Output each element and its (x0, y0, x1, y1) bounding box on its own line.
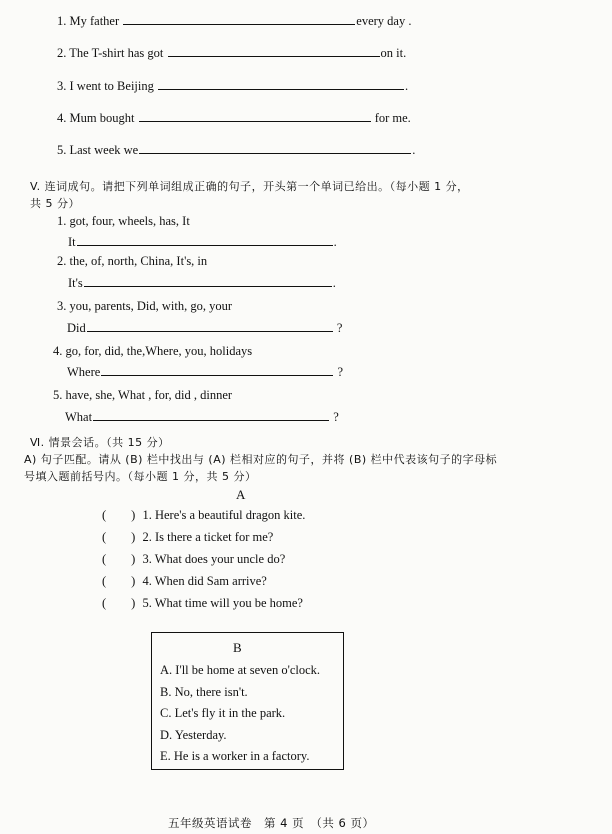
sentence-start: Did (67, 321, 86, 335)
s6-heading: Ⅵ. 情景会话。（共 15 分） (30, 436, 170, 449)
scrambled-words: go, for, did, the,Where, you, holidays (65, 344, 253, 358)
s5-item-3-words (57, 299, 232, 314)
option-letter: A. (160, 663, 173, 677)
answer-blank[interactable] (123, 13, 355, 25)
sentence-end: ? (333, 410, 339, 424)
s5-item-1-answer (68, 234, 337, 250)
s5-heading-cont: 共 5 分） (30, 197, 80, 210)
col-a-sentence: What does your uncle do? (154, 552, 286, 566)
item-number: 5. (53, 388, 63, 402)
s4-item-1 (57, 13, 411, 29)
option-letter: D. (160, 728, 173, 742)
answer-bracket[interactable]: ( ) (102, 508, 136, 522)
item-number: 2. (57, 46, 67, 60)
item-text-before: Last week we (69, 143, 139, 157)
s5-item-2-answer (68, 275, 336, 291)
item-number: 3. (142, 552, 152, 566)
match-row-3 (102, 552, 285, 567)
item-number: 5. (57, 143, 67, 157)
s4-item-5 (57, 142, 415, 158)
item-text-after: every day . (356, 14, 412, 28)
s5-item-5-answer (65, 409, 339, 425)
sentence-start: It (68, 235, 76, 249)
s5-item-2-words (57, 254, 207, 269)
item-number: 2. (57, 254, 67, 268)
item-text-before: The T-shirt has got (69, 46, 164, 60)
item-text-before: My father (69, 14, 120, 28)
sentence-end: . (333, 235, 337, 249)
scrambled-words: have, she, What , for, did , dinner (65, 388, 233, 402)
answer-blank[interactable] (139, 142, 411, 154)
sentence-start: What (65, 410, 93, 424)
option-a (160, 663, 320, 678)
answer-blank[interactable] (139, 110, 371, 122)
s5-item-4-words (53, 344, 252, 359)
answer-blank[interactable] (168, 45, 380, 57)
item-text-before: I went to Beijing (69, 79, 154, 93)
item-number: 3. (57, 299, 67, 313)
sentence-end: . (332, 276, 336, 290)
item-number: 1. (142, 508, 152, 522)
match-row-5 (102, 596, 303, 611)
s5-item-1-words (57, 214, 190, 229)
answer-bracket[interactable]: ( ) (102, 574, 136, 588)
option-text: No, there isn't. (174, 685, 248, 699)
item-text-after: on it. (380, 46, 407, 60)
sentence-start: It's (68, 276, 83, 290)
option-c (160, 706, 285, 721)
answer-blank[interactable] (77, 234, 333, 246)
s5-item-3-answer (67, 320, 342, 336)
s5-item-5-words (53, 388, 232, 403)
answer-bracket[interactable]: ( ) (102, 596, 136, 610)
item-number: 4. (142, 574, 152, 588)
match-row-1 (102, 508, 305, 523)
answer-blank[interactable] (87, 320, 333, 332)
item-text-after: . (405, 79, 409, 93)
option-e (160, 749, 309, 764)
option-letter: B. (160, 685, 172, 699)
sentence-end: ? (337, 365, 343, 379)
option-text: Yesterday. (174, 728, 227, 742)
answer-blank[interactable] (93, 409, 329, 421)
answer-blank[interactable] (101, 364, 333, 376)
s4-item-2 (57, 45, 406, 61)
col-a-sentence: When did Sam arrive? (154, 574, 267, 588)
sentence-start: Where (67, 365, 101, 379)
s5-item-4-answer (67, 364, 343, 380)
item-number: 2. (142, 530, 152, 544)
item-number: 1. (57, 14, 67, 28)
answer-bracket[interactable]: ( ) (102, 530, 136, 544)
match-row-2 (102, 530, 273, 545)
item-text-before: Mum bought (69, 111, 135, 125)
s4-item-3 (57, 78, 408, 94)
s5-heading: V. 连词成句。请把下列单词组成正确的句子，开头第一个单词已给出。（每小题 1 分， (30, 180, 469, 193)
option-letter: E. (160, 749, 171, 763)
item-number: 1. (57, 214, 67, 228)
option-d (160, 728, 227, 743)
item-text-after: for me. (374, 111, 411, 125)
col-a-sentence: Is there a ticket for me? (154, 530, 274, 544)
sentence-end: ? (336, 321, 343, 335)
s4-item-4 (57, 110, 411, 126)
answer-blank[interactable] (158, 78, 404, 90)
col-a-sentence: Here's a beautiful dragon kite. (154, 508, 306, 522)
answer-blank[interactable] (84, 275, 332, 287)
item-number: 4. (57, 111, 67, 125)
match-row-4 (102, 574, 267, 589)
item-text-after: . (412, 143, 416, 157)
page-footer: 五年级英语试卷 第 4 页 （共 6 页） (168, 816, 375, 830)
item-number: 5. (142, 596, 152, 610)
column-b-label: B (233, 640, 242, 655)
item-number: 4. (53, 344, 63, 358)
scrambled-words: you, parents, Did, with, go, your (69, 299, 232, 313)
column-a-label: A (236, 487, 246, 502)
option-text: I'll be home at seven o'clock. (175, 663, 321, 677)
option-letter: C. (160, 706, 172, 720)
option-text: Let's fly it in the park. (174, 706, 286, 720)
item-number: 3. (57, 79, 67, 93)
s6-instructions-cont: 号填入题前括号内。（每小题 1 分，共 5 分） (24, 470, 257, 483)
col-a-sentence: What time will you be home? (154, 596, 303, 610)
answer-bracket[interactable]: ( ) (102, 552, 136, 566)
scrambled-words: the, of, north, China, It's, in (69, 254, 208, 268)
s6-instructions: A) 句子匹配。请从 (B) 栏中找出与 (A) 栏相对应的句子，并将 (B) 栏中代表该句子的字母标 (24, 453, 498, 466)
option-text: He is a worker in a factory. (173, 749, 310, 763)
option-b (160, 685, 248, 700)
scrambled-words: got, four, wheels, has, It (69, 214, 190, 228)
